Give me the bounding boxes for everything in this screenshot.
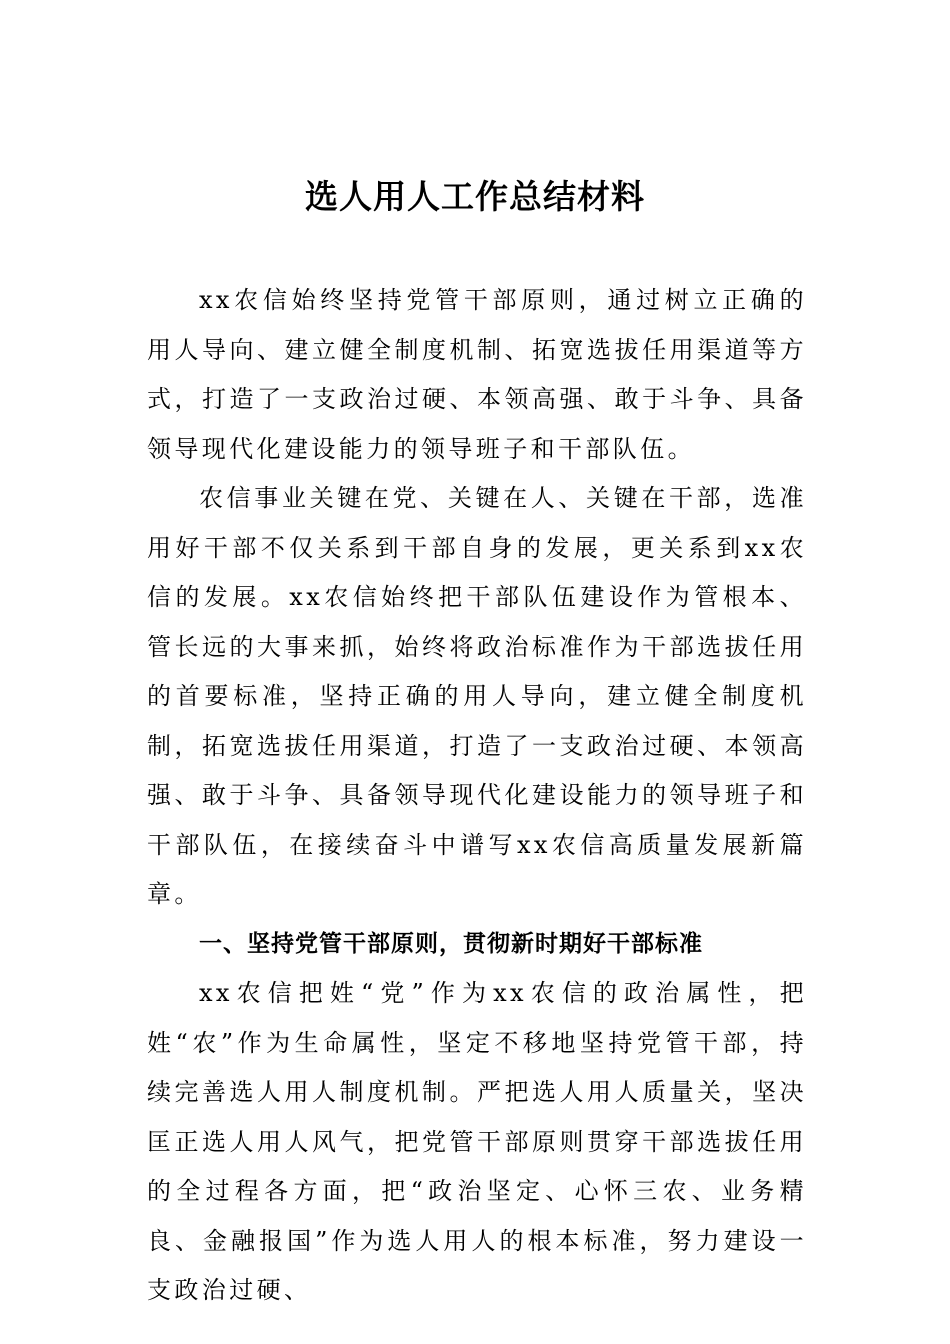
document-title: 选人用人工作总结材料 [305, 177, 645, 216]
document-body [147, 276, 807, 1316]
paragraph-overview: 农信事业关键在党、关键在人、关键在干部，选准用好干部不仅关系到干部自身的发展，更关系到xx农信的发展。xx农信始终把干部队伍建设作为管根本、管长远的大事来抓，始终将政治标准作为干部选拔任用的首要标准，坚持正确的用人导向，建立健全制度机制，拓宽选拔任用渠道，打造了一支政治过硬、本领高强、敢于斗争、具备领导现代化建设能力的领导班子和干部队伍，在接续奋斗中谱写xx农信高质量发展新篇章。 [147, 484, 807, 908]
section-heading-1: 一、坚持党管干部原则，贯彻新时期好干部标准 [199, 930, 703, 957]
paragraph-intro: xx农信始终坚持党管干部原则，通过树立正确的用人导向、建立健全制度机制、拓宽选拔任用渠道等方式，打造了一支政治过硬、本领高强、敢于斗争、具备领导现代化建设能力的领导班子和干部队伍。 [147, 286, 807, 463]
paragraph-section-1: xx农信把姓“党”作为xx农信的政治属性，把姓“农”作为生命属性，坚定不移地坚持党管干部，持续完善选人用人制度机制。严把选人用人质量关，坚决匡正选人用人风气，把党管干部原则贯穿干部选拔任用的全过程各方面，把“政治坚定、心怀三农、业务精良、金融报国”作为选人用人的根本标准，努力建设一支政治过硬、 [147, 979, 807, 1304]
